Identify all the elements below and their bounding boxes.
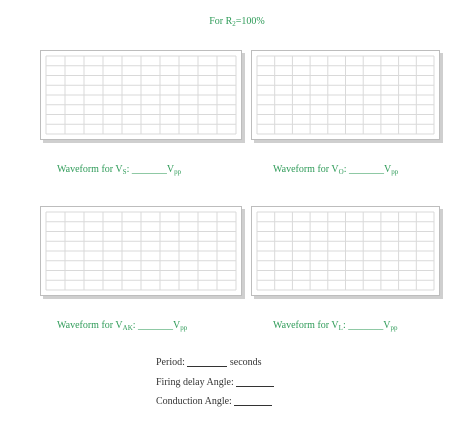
caption-vo-middle: : _______V xyxy=(343,164,392,175)
title-prefix: For R xyxy=(209,16,233,27)
firing-line xyxy=(156,377,274,388)
waveform-grid-vak xyxy=(40,206,242,296)
caption-vo xyxy=(273,164,398,176)
conduction-blank[interactable] xyxy=(234,396,272,406)
firing-label: Firing delay Angle: xyxy=(156,377,234,388)
caption-vl-unit-sub: pp xyxy=(390,324,398,332)
caption-vs-unit-sub: pp xyxy=(174,168,182,176)
page-title xyxy=(0,16,474,28)
caption-vak-unit-sub: pp xyxy=(180,324,188,332)
caption-vak-prefix: Waveform for V xyxy=(57,320,123,331)
caption-vak xyxy=(57,320,187,332)
period-line xyxy=(156,357,262,368)
caption-vl xyxy=(273,320,397,332)
caption-vak-middle: : _______V xyxy=(132,320,181,331)
waveform-grid-vl xyxy=(251,206,440,296)
conduction-line xyxy=(156,396,272,407)
period-unit: seconds xyxy=(229,357,262,368)
caption-vl-subscript: L xyxy=(338,324,343,332)
caption-vo-prefix: Waveform for V xyxy=(273,164,339,175)
caption-vo-unit-sub: pp xyxy=(391,168,399,176)
caption-vak-subscript: AK xyxy=(122,324,133,332)
waveform-grid-vo xyxy=(251,50,440,140)
caption-vs xyxy=(57,164,181,176)
caption-vl-prefix: Waveform for V xyxy=(273,320,339,331)
grid-lines xyxy=(252,51,439,139)
caption-vs-prefix: Waveform for V xyxy=(57,164,123,175)
title-suffix: =100% xyxy=(235,16,265,27)
caption-vs-subscript: S xyxy=(122,168,127,176)
caption-vs-middle: : _______V xyxy=(126,164,175,175)
caption-vl-middle: : _______V xyxy=(342,320,391,331)
waveform-grid-vs xyxy=(40,50,242,140)
conduction-label: Conduction Angle: xyxy=(156,396,232,407)
firing-blank[interactable] xyxy=(236,377,274,387)
period-label: Period: xyxy=(156,357,185,368)
title-subscript: 2 xyxy=(232,20,236,28)
period-blank[interactable] xyxy=(187,357,227,367)
grid-lines xyxy=(41,207,241,295)
grid-lines xyxy=(41,51,241,139)
caption-vo-subscript: O xyxy=(338,168,344,176)
grid-lines xyxy=(252,207,439,295)
